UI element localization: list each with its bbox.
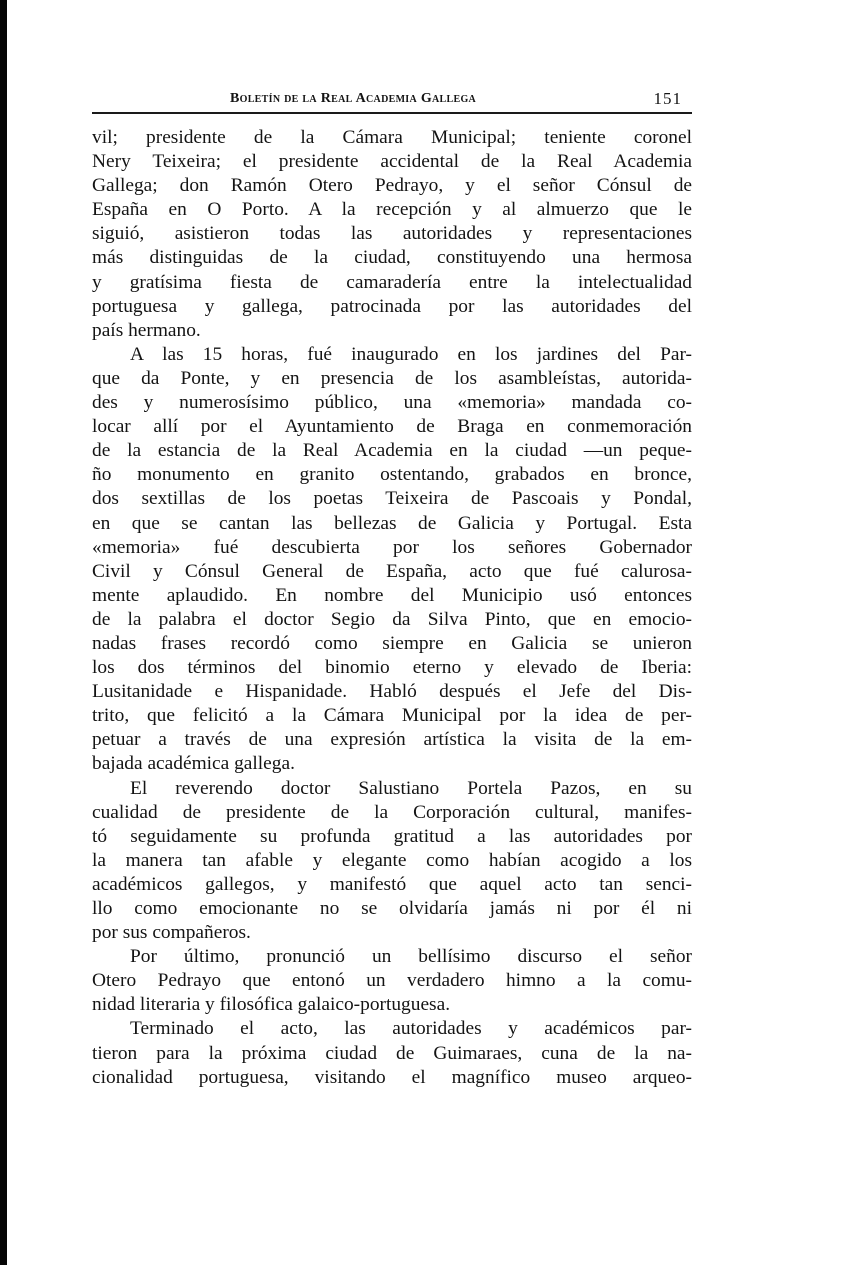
- text-line: llo como emocionante no se olvidaría jamás ni por él ni: [92, 898, 692, 919]
- text-line: Terminado el acto, las autoridades y académicos par-: [130, 1018, 692, 1040]
- text-line: España en O Porto. A la recepción y al almuerzo que le: [92, 199, 692, 221]
- text-line: dos sextillas de los poetas Teixeira de Pascoais y Pondal,: [92, 488, 692, 510]
- text-line: y gratísima fiesta de camaradería entre la intelectualidad: [92, 271, 692, 293]
- paragraph: [92, 945, 692, 1017]
- text-line: vil; presidente de la Cámara Municipal; teniente coronel: [92, 127, 692, 148]
- text-line: nidad literaria y filosófica galaico-portuguesa.: [92, 994, 451, 1016]
- text-line: petuar a través de una expresión artística la visita de la em-: [92, 729, 692, 751]
- paragraph: [92, 1017, 692, 1089]
- text-line: cualidad de presidente de la Corporación cultural, manifes-: [92, 801, 692, 823]
- text-line: portuguesa y gallega, patrocinada por las autoridades del: [92, 295, 692, 317]
- text-line: académicos gallegos, y manifestó que aquel acto tan senci-: [92, 873, 692, 895]
- page-number: 151: [653, 89, 682, 108]
- text-line: la manera tan afable y elegante como habían acogido a los: [92, 849, 692, 871]
- running-title: Boletín de la Real Academia Gallega: [230, 91, 477, 106]
- text-line: des y numerosísimo público, una «memoria» mandada co-: [92, 392, 692, 414]
- text-line: trito, que felicitó a la Cámara Municipal por la idea de per-: [92, 705, 692, 727]
- book-page: [92, 84, 692, 1090]
- running-header: [92, 84, 692, 114]
- text-line: Otero Pedrayo que entonó un verdadero himno a la comu-: [92, 970, 692, 992]
- text-line: en que se cantan las bellezas de Galicia y Portugal. Esta: [92, 512, 692, 534]
- text-line: que da Ponte, y en presencia de los asambleístas, autorida-: [92, 367, 692, 389]
- paragraph: [92, 777, 692, 946]
- text-line: Civil y Cónsul General de España, acto que fué calurosa-: [92, 560, 692, 582]
- text-line: por sus compañeros.: [92, 922, 251, 944]
- text-line: ño monumento en granito ostentando, grabados en bronce,: [92, 464, 692, 486]
- paragraph: [92, 343, 692, 777]
- paragraph: [92, 126, 692, 343]
- text-line: los dos términos del binomio eterno y elevado de Iberia:: [92, 657, 692, 679]
- text-line: país hermano.: [92, 319, 201, 341]
- scan-edge-shadow: [0, 0, 7, 1265]
- text-line: nadas frases recordó como siempre en Galicia se unieron: [92, 632, 692, 654]
- text-line: Lusitanidade e Hispanidade. Habló después el Jefe del Dis-: [92, 681, 692, 703]
- text-line: tó seguidamente su profunda gratitud a las autoridades por: [92, 825, 692, 847]
- text-line: cionalidad portuguesa, visitando el magnífico museo arqueo-: [92, 1066, 692, 1088]
- text-line: El reverendo doctor Salustiano Portela Pazos, en su: [130, 777, 692, 799]
- text-line: bajada académica gallega.: [92, 753, 295, 775]
- text-line: de la estancia de la Real Academia en la ciudad —un peque-: [92, 440, 692, 462]
- text-line: Por último, pronunció un bellísimo discurso el señor: [130, 946, 692, 968]
- text-line: locar allí por el Ayuntamiento de Braga en conmemoración: [92, 416, 692, 438]
- text-line: «memoria» fué descubierta por los señores Gobernador: [92, 536, 692, 558]
- text-line: más distinguidas de la ciudad, constituyendo una hermosa: [92, 247, 692, 269]
- text-line: Nery Teixeira; el presidente accidental de la Real Academia: [92, 151, 692, 173]
- text-line: A las 15 horas, fué inaugurado en los jardines del Par-: [130, 343, 692, 365]
- text-line: tieron para la próxima ciudad de Guimaraes, cuna de la na-: [92, 1042, 692, 1064]
- body-text: [92, 126, 692, 1090]
- text-line: mente aplaudido. En nombre del Municipio usó entonces: [92, 584, 692, 606]
- text-line: Gallega; don Ramón Otero Pedrayo, y el señor Cónsul de: [92, 175, 692, 197]
- text-line: siguió, asistieron todas las autoridades y representaciones: [92, 223, 692, 245]
- text-line: de la palabra el doctor Segio da Silva Pinto, que en emocio-: [92, 608, 692, 630]
